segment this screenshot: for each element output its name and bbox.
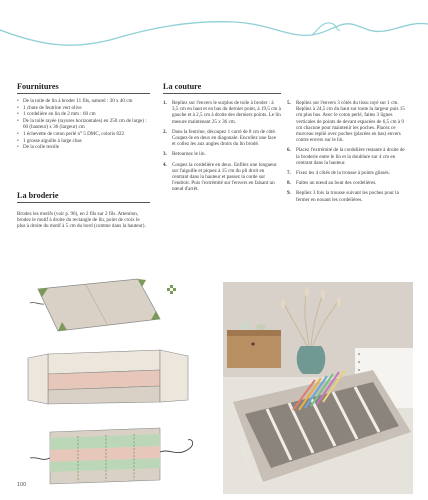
sewing-section xyxy=(163,82,413,98)
sewing-steps-col1 xyxy=(163,100,281,197)
product-photo xyxy=(223,282,413,494)
list-item: • De la colle textile xyxy=(17,144,150,150)
heading-rule xyxy=(163,93,281,94)
supplies-list xyxy=(17,98,150,151)
step-number: 1. xyxy=(163,100,167,106)
step-text: Repliez sur l'envers le surplus de toile à broder : à 3,5 cm en haut et en bas du dernier point, à 19,5 cm à gauche et à 2,5 cm à droite des derniers points. Le lin mesure maintenant 25 x 36 cm. xyxy=(172,100,281,125)
embroidery-heading: La broderie xyxy=(17,191,59,200)
step-text: Faites un nœud au bout des cordelières. xyxy=(296,180,377,187)
decorative-wave xyxy=(0,0,428,70)
step-number: 2. xyxy=(163,128,167,135)
page-number: 100 xyxy=(17,482,27,488)
list-item: • 1 chute de feutrine vert olive xyxy=(17,105,150,111)
supplies-section xyxy=(17,82,150,151)
step-number: 9. xyxy=(287,190,291,197)
list-item: • 1 cordelière en lin de 2 mm : 60 cm xyxy=(17,111,150,117)
step-illustration-stripes xyxy=(20,346,200,406)
step-illustration-linen xyxy=(20,275,200,333)
list-item: • De la toile de lin à broder 11 fils, naturel : 30 x 40 cm xyxy=(17,98,150,104)
heading-rule xyxy=(17,93,150,94)
step-number: 8. xyxy=(287,180,291,187)
list-item: • 1 échevette de coton perlé n° 5 DMC, coloris 822 xyxy=(17,131,150,137)
list-item xyxy=(163,151,281,157)
list-item xyxy=(163,162,281,193)
step-text: Placez l'extrémité de la cordelière restante à droite de la broderie entre le lin et la doublure sur 4 cm en centrant dans la hauteur. xyxy=(296,147,405,166)
step-number: 6. xyxy=(287,147,291,154)
step-number: 4. xyxy=(163,161,167,168)
step-text: Repliez sur l'envers 3 côtés du tissu rayé sur 1 cm. Repliez à 24,5 cm du haut sur toute la largeur puis 15 cm plus bas. Avec le coton perlé, faites 3 lignes verticales de points de devant espacées de 6,5 cm à 9 cm chacune pour maintenir les poches. Placez ce morceau replié avec poches (placées en bas) envers contre envers sur le lin. xyxy=(296,100,405,144)
step-text: Dans la feutrine, découpez 1 carré de 8 cm de côté. Coupez-le en deux en diagonale. Encollez une face et collez les aux angles droits du lin brodé. xyxy=(172,128,277,148)
list-item xyxy=(287,170,409,176)
sewing-heading: La couture xyxy=(163,82,202,91)
step-text: Coupez la cordelière en deux. Enfilez une longueur sur l'aiguille et piquez à 15 cm du pli droit en centrant dans la hauteur et passez la corde sur l'endroit. Puis l'extrémité sur l'envers en faisant un nœud d'arrêt. xyxy=(172,161,277,193)
step-number: 3. xyxy=(163,151,167,158)
embroidery-section xyxy=(17,191,150,207)
list-item xyxy=(287,180,409,186)
step-text: Repliez 3 fois la trousse suivant les poches pour la fermer en nouant les cordelières. xyxy=(296,190,399,203)
embroidery-text: Brodez les motifs (voir p. 96), en 2 fils sur 2 fils. Attention, brodez le motif à droite du rectangle de lin, point de croix le plus à droite du motif à 5 cm du bord (comme dans la hauteur). xyxy=(17,211,146,230)
list-item xyxy=(163,129,281,148)
list-item xyxy=(163,100,281,125)
list-item xyxy=(287,147,409,166)
list-item: • De la toile rayée (rayures horizontales) en 250 cm de large) : 60 (hauteur) x 36 (largeur) cm xyxy=(17,118,150,130)
list-item xyxy=(287,100,409,143)
sewing-steps-col2 xyxy=(287,100,409,207)
supplies-heading: Fournitures xyxy=(17,82,59,91)
step-text: Retournez le lin. xyxy=(172,151,206,158)
list-item xyxy=(287,190,409,202)
heading-rule xyxy=(17,202,150,203)
step-illustration-assembled xyxy=(20,418,200,490)
step-number: 7. xyxy=(287,170,291,177)
list-item: • 1 grosse aiguille à large chas xyxy=(17,138,150,144)
step-number: 5. xyxy=(287,100,291,106)
step-text: Fixez les 4 côtés de la trousse à points glissés. xyxy=(296,170,390,177)
